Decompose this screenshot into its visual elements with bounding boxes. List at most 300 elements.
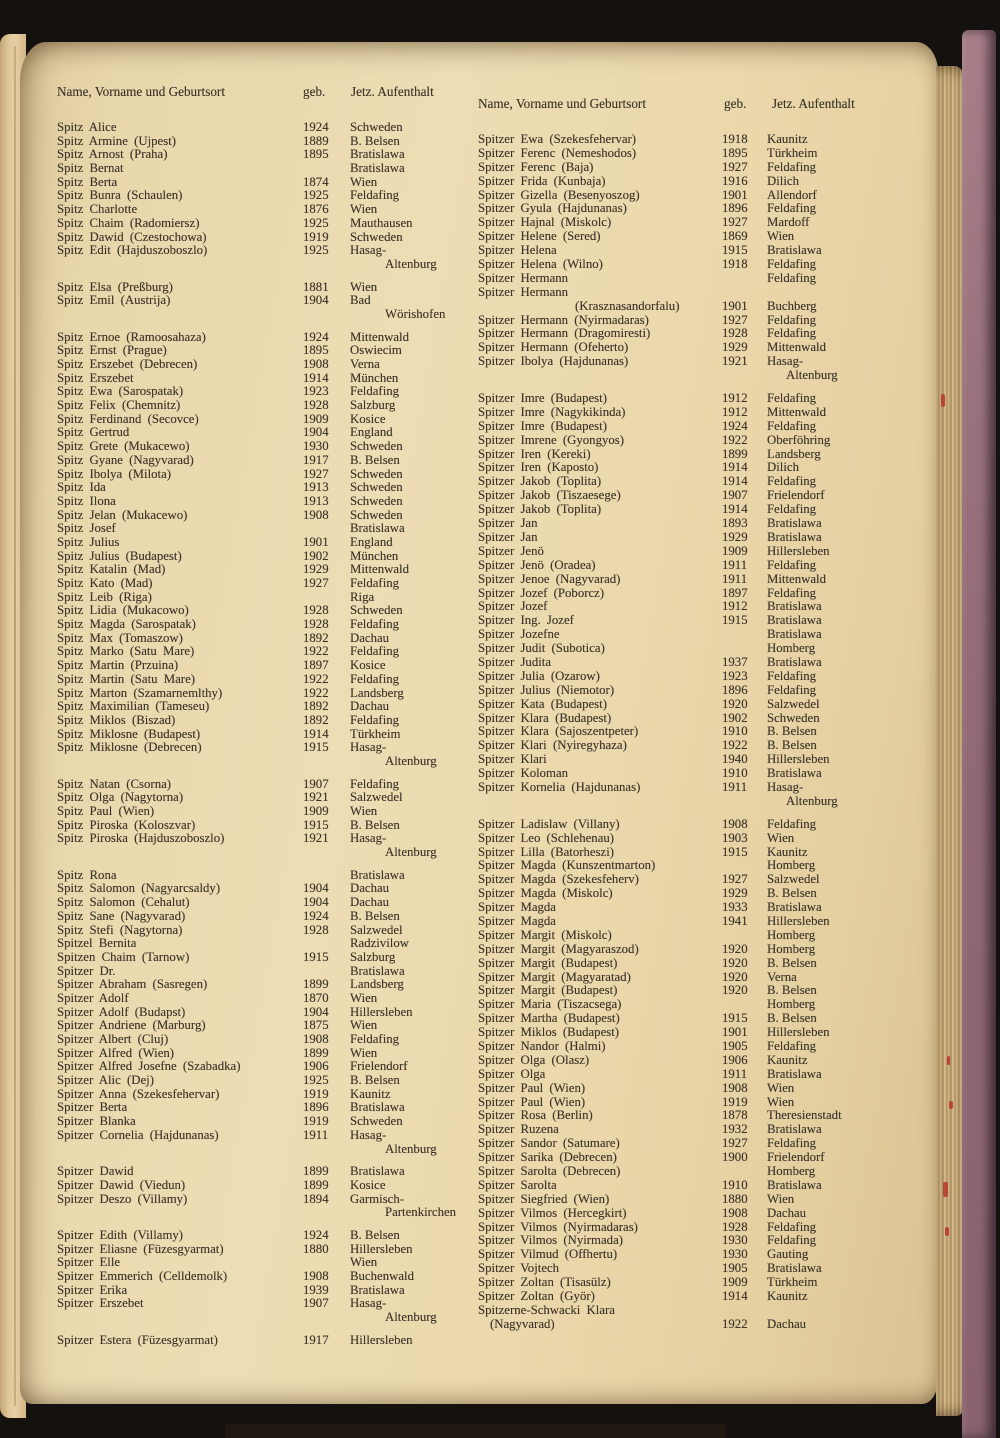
entry-residence: Feldafing bbox=[350, 644, 400, 659]
entry-residence: Bratislawa bbox=[350, 161, 405, 176]
table-row bbox=[57, 923, 467, 937]
table-row bbox=[57, 658, 467, 672]
table-row bbox=[57, 895, 467, 909]
table-row bbox=[57, 467, 467, 481]
entry-residence: Kaunitz bbox=[767, 844, 808, 859]
entry-residence: Kaunitz bbox=[350, 1086, 391, 1101]
entry-name: Spitz Erszebet (Debrecen) bbox=[57, 357, 198, 371]
entry-residence: Kaunitz bbox=[767, 1289, 808, 1304]
table-row bbox=[57, 672, 467, 686]
entry-birth-year: 1904 bbox=[303, 1004, 329, 1019]
entry-name: Spitzer Hajnal (Miskolc) bbox=[478, 215, 612, 230]
entry-birth-year: 1930 bbox=[722, 1233, 748, 1248]
entry-birth-year: 1906 bbox=[722, 1052, 748, 1067]
entry-residence: Feldafing bbox=[350, 776, 400, 791]
entry-residence: Hillersleben bbox=[767, 1025, 830, 1040]
table-row bbox=[57, 603, 467, 617]
entry-name: Spitzer Vojtech bbox=[478, 1261, 560, 1276]
entry-residence: Türkheim bbox=[350, 726, 401, 741]
entry-name: Spitzer Ferenc (Nemeshodos) bbox=[478, 145, 637, 160]
entry-birth-year: 1923 bbox=[722, 668, 748, 683]
table-row bbox=[57, 1242, 467, 1256]
entry-name: Spitzer Jenö bbox=[478, 543, 544, 558]
table-row bbox=[57, 950, 467, 964]
entry-residence: Landsberg bbox=[767, 446, 821, 461]
table-row bbox=[57, 631, 467, 645]
entry-residence: Garmisch- bbox=[350, 1191, 405, 1206]
table-row bbox=[478, 942, 888, 956]
entry-name: Spitzer Margit (Budapest) bbox=[478, 983, 618, 998]
entry-name: Spitz Miklos (Biszad) bbox=[57, 712, 176, 727]
table-row bbox=[478, 474, 888, 488]
entry-name: Spitz Armine (Ujpest) bbox=[57, 133, 177, 148]
entry-residence: Mittenwald bbox=[350, 562, 409, 577]
entry-birth-year: 1880 bbox=[303, 1241, 329, 1256]
table-row bbox=[57, 868, 467, 882]
entry-residence: Homberg bbox=[767, 997, 816, 1012]
entry-residence: Hillersleben bbox=[350, 1332, 413, 1347]
entry-name: Spitz Paul (Wien) bbox=[57, 804, 155, 818]
entry-name: Spitzer Vilmos (Nyirmada) bbox=[478, 1233, 624, 1248]
entry-name: Spitzer Koloman bbox=[478, 766, 569, 781]
table-row bbox=[57, 535, 467, 549]
table-row bbox=[57, 713, 467, 727]
entry-birth-year: 1924 bbox=[303, 120, 329, 134]
table-row bbox=[478, 928, 888, 942]
table-row bbox=[57, 1228, 467, 1242]
table-row bbox=[478, 1136, 888, 1150]
entry-birth-year: 1895 bbox=[722, 145, 748, 160]
table-row bbox=[478, 817, 888, 831]
entry-residence: Feldafing bbox=[767, 816, 817, 831]
entry-name: Spitzer Alfred Josefne (Szabadka) bbox=[57, 1059, 241, 1074]
table-row bbox=[57, 134, 467, 148]
entry-name: Spitz Ernoe (Ramoosahaza) bbox=[57, 329, 206, 344]
entry-name: Spitz Gertrud bbox=[57, 425, 130, 440]
entry-name: Spitzer Rosa (Berlin) bbox=[478, 1108, 593, 1123]
entry-residence: Bratislawa bbox=[767, 1261, 822, 1276]
entry-name: Spitzer Alic (Dej) bbox=[57, 1073, 154, 1088]
entry-residence: B. Belsen bbox=[767, 738, 817, 753]
red-mark bbox=[943, 1182, 948, 1197]
table-row bbox=[57, 1164, 467, 1178]
entry-birth-year: 1923 bbox=[303, 384, 329, 399]
entry-birth-year: 1913 bbox=[303, 493, 329, 508]
entry-name: Spitzen Chaim (Tarnow) bbox=[57, 949, 190, 964]
entry-residence: England bbox=[350, 425, 393, 440]
table-row bbox=[478, 460, 888, 474]
table-row bbox=[478, 1192, 888, 1206]
entry-name: Spitzer Sarika (Debrecen) bbox=[478, 1150, 617, 1165]
table-row bbox=[57, 1255, 467, 1269]
entry-birth-year: 1908 bbox=[303, 357, 329, 371]
table-row bbox=[57, 398, 467, 412]
table-row bbox=[57, 1128, 467, 1142]
entry-name: Spitz Josef bbox=[57, 521, 116, 536]
entry-birth-year: 1869 bbox=[722, 229, 748, 244]
entry-name: Spitzer Sarolta bbox=[478, 1177, 557, 1192]
entry-name: Spitzer Abraham (Sasregen) bbox=[57, 977, 208, 992]
entry-residence: Salzburg bbox=[350, 398, 396, 413]
table-row bbox=[57, 1046, 467, 1060]
entry-residence: Verna bbox=[350, 357, 380, 371]
entry-birth-year: 1880 bbox=[722, 1191, 748, 1206]
table-row bbox=[57, 280, 467, 294]
entry-residence: Bratislawa bbox=[767, 599, 822, 614]
entry-name: Spitzer Gizella (Besenyoszog) bbox=[478, 187, 640, 202]
table-row bbox=[478, 1317, 888, 1331]
entry-name: Spitz Ernst (Prague) bbox=[57, 343, 167, 358]
entry-residence: B. Belsen bbox=[350, 1227, 400, 1242]
entry-birth-year: 1897 bbox=[303, 658, 329, 673]
table-row bbox=[478, 1150, 888, 1164]
entry-residence: Feldafing bbox=[767, 270, 817, 285]
entry-birth-year: 1927 bbox=[303, 576, 329, 590]
entry-residence: Feldafing bbox=[350, 671, 400, 686]
entry-name: Spitz Ewa (Sarospatak) bbox=[57, 384, 184, 399]
entry-birth-year: 1914 bbox=[722, 460, 748, 475]
table-row bbox=[478, 655, 888, 669]
entry-birth-year: 1911 bbox=[722, 779, 748, 794]
entry-residence: Frielendorf bbox=[767, 488, 825, 503]
table-row bbox=[478, 1108, 888, 1122]
entry-birth-year: 1908 bbox=[722, 816, 748, 831]
entry-residence: Allendorf bbox=[767, 187, 817, 202]
table-row bbox=[57, 257, 467, 271]
entry-name: Spitzer Ladislaw (Villany) bbox=[478, 816, 620, 831]
entry-residence: Salzwedel bbox=[767, 696, 820, 711]
entry-residence: Hasag- bbox=[767, 779, 804, 794]
entry-name: Spitz Miklosne (Budapest) bbox=[57, 726, 201, 741]
table-row bbox=[478, 488, 888, 502]
entry-birth-year: 1904 bbox=[303, 881, 329, 896]
table-row bbox=[57, 562, 467, 576]
entry-residence: Gauting bbox=[767, 1247, 809, 1262]
entry-birth-year: 1929 bbox=[722, 886, 748, 901]
table-row bbox=[57, 508, 467, 522]
table-row bbox=[57, 480, 467, 494]
entry-residence: Bratislawa bbox=[767, 627, 822, 642]
entry-birth-year: 1907 bbox=[303, 776, 329, 791]
entry-birth-year: 1927 bbox=[722, 1136, 748, 1151]
entry-name: Spitz Ilona bbox=[57, 493, 116, 508]
entry-birth-year: 1922 bbox=[722, 738, 748, 753]
entry-residence: Bratislawa bbox=[350, 147, 405, 162]
entry-residence: Dachau bbox=[350, 630, 390, 645]
entry-residence: Schweden bbox=[350, 229, 403, 244]
entry-name: Spitzer Jozef (Poborcz) bbox=[478, 585, 605, 600]
table-row bbox=[478, 1206, 888, 1220]
entry-residence: B. Belsen bbox=[767, 724, 817, 739]
entry-birth-year: 1924 bbox=[303, 908, 329, 923]
entry-residence: B. Belsen bbox=[767, 983, 817, 998]
entry-birth-year: 1908 bbox=[303, 507, 329, 522]
table-row bbox=[478, 794, 888, 808]
entry-birth-year: 1904 bbox=[303, 293, 329, 308]
entry-residence: B. Belsen bbox=[767, 886, 817, 901]
entry-residence: Altenburg bbox=[786, 368, 838, 383]
entry-name: Spitz Emil (Austrija) bbox=[57, 293, 171, 308]
entry-residence: B. Belsen bbox=[350, 908, 400, 923]
entry-name: Spitz Magda (Sarospatak) bbox=[57, 617, 196, 632]
entry-birth-year: 1916 bbox=[722, 173, 748, 188]
entry-birth-year: 1933 bbox=[722, 900, 748, 915]
entry-name: Spitzer Magda (Kunszentmarton) bbox=[478, 858, 656, 873]
entry-residence: Feldafing bbox=[767, 557, 817, 572]
entry-residence: Bratislawa bbox=[350, 867, 405, 882]
entry-residence: Bratislawa bbox=[350, 521, 405, 536]
entry-name: Spitzer Sandor (Satumare) bbox=[478, 1136, 620, 1151]
entry-birth-year: 1897 bbox=[722, 585, 748, 600]
table-row bbox=[57, 161, 467, 175]
entry-name: Spitz Chaim (Radomiersz) bbox=[57, 215, 200, 230]
entry-name: Spitz Martin (Satu Mare) bbox=[57, 671, 196, 686]
entry-residence: Bratislawa bbox=[767, 1066, 822, 1081]
entry-name: Spitzer Vilmos (Nyirmadaras) bbox=[478, 1219, 638, 1234]
entry-residence: B. Belsen bbox=[350, 1073, 400, 1088]
table-row bbox=[478, 724, 888, 738]
entry-name: Spitzer Nandor (Halmi) bbox=[478, 1039, 606, 1053]
entry-name: Spitzer Julia (Ozarow) bbox=[478, 668, 600, 683]
entry-name: Spitzer Cornelia (Hajdunanas) bbox=[57, 1127, 219, 1142]
entry-name: Spitzerne-Schwacki Klara bbox=[478, 1302, 615, 1317]
entry-birth-year: 1924 bbox=[303, 329, 329, 344]
entry-name: Spitz Charlotte bbox=[57, 202, 138, 217]
entry-birth-year: 1919 bbox=[303, 229, 329, 244]
entry-residence: Altenburg bbox=[385, 1141, 437, 1156]
entry-name: Spitzer Paul (Wien) bbox=[478, 1094, 586, 1109]
entry-residence: Oberföhring bbox=[767, 432, 831, 447]
table-row bbox=[57, 549, 467, 563]
table-row bbox=[57, 1296, 467, 1310]
entry-name: Spitz Leib (Riga) bbox=[57, 589, 152, 604]
entry-residence: Wien bbox=[767, 1094, 795, 1109]
table-row bbox=[57, 521, 467, 535]
entry-name: Spitzer Magda bbox=[478, 900, 556, 915]
table-row bbox=[478, 1289, 888, 1303]
table-row bbox=[478, 1275, 888, 1289]
entry-birth-year: 1925 bbox=[303, 243, 329, 258]
column-left bbox=[57, 84, 467, 1346]
entry-residence: Mittenwald bbox=[767, 571, 826, 586]
table-row bbox=[478, 1053, 888, 1067]
table-row bbox=[57, 644, 467, 658]
entry-residence: Kosice bbox=[350, 658, 386, 673]
entry-birth-year: 1917 bbox=[303, 1332, 329, 1347]
entry-birth-year: 1927 bbox=[722, 312, 748, 327]
table-row bbox=[478, 711, 888, 725]
entry-birth-year: 1921 bbox=[722, 354, 748, 369]
entry-name: Spitzer Ferenc (Baja) bbox=[478, 159, 594, 174]
entry-birth-year: 1893 bbox=[722, 516, 748, 531]
table-row bbox=[478, 243, 888, 257]
entry-residence: Feldafing bbox=[350, 712, 400, 727]
table-row bbox=[478, 433, 888, 447]
entry-name: Spitzer Vilmos (Hercegkirt) bbox=[478, 1205, 627, 1220]
entry-residence: Bratislawa bbox=[767, 516, 822, 531]
table-row bbox=[478, 447, 888, 461]
entry-residence: Bratislawa bbox=[767, 1177, 822, 1192]
entry-name: Spitzer Dr. bbox=[57, 963, 116, 978]
entry-name: Spitzer Julius (Niemotor) bbox=[478, 682, 615, 697]
entry-name: Spitz Stefi (Nagytorna) bbox=[57, 922, 183, 937]
entry-birth-year: 1915 bbox=[303, 740, 329, 755]
entry-residence: Theresienstadt bbox=[767, 1108, 842, 1123]
entry-residence: Kosice bbox=[350, 1177, 386, 1192]
entry-birth-year: 1895 bbox=[303, 147, 329, 162]
entry-residence: Feldafing bbox=[767, 326, 817, 341]
entry-name: Spitzer Alfred (Wien) bbox=[57, 1045, 175, 1060]
entry-birth-year: 1924 bbox=[722, 418, 748, 433]
table-row bbox=[478, 132, 888, 146]
entry-name: Spitz Felix (Chemnitz) bbox=[57, 398, 181, 413]
entry-birth-year: 1927 bbox=[722, 872, 748, 887]
entry-name: Spitzer Eliasne (Füzesgyarmat) bbox=[57, 1241, 224, 1256]
red-mark bbox=[949, 1101, 953, 1109]
entry-name: Spitzer Vilmud (Offhertu) bbox=[478, 1247, 618, 1262]
entry-birth-year: 1901 bbox=[303, 534, 329, 549]
entry-name: Spitzer Helena (Wilno) bbox=[478, 257, 603, 272]
entry-residence: Feldafing bbox=[350, 576, 400, 590]
table-row bbox=[478, 405, 888, 419]
table-row bbox=[478, 1261, 888, 1275]
entry-name: Spitz Grete (Mukacewo) bbox=[57, 439, 190, 454]
entry-birth-year: 1903 bbox=[722, 830, 748, 845]
entry-name: Spitzer Jan bbox=[478, 516, 538, 531]
entry-name: Spitz Ferdinand (Secovce) bbox=[57, 411, 199, 426]
entry-birth-year: 1919 bbox=[303, 1086, 329, 1101]
entry-residence: B. Belsen bbox=[350, 452, 400, 467]
entry-name: Spitzer Adolf (Budapst) bbox=[57, 1004, 186, 1019]
table-row bbox=[57, 357, 467, 371]
entry-name: Spitzer Erszebet bbox=[57, 1296, 144, 1311]
entry-residence: Bratislawa bbox=[767, 613, 822, 628]
entry-residence: Feldafing bbox=[767, 257, 817, 272]
table-row bbox=[57, 330, 467, 344]
entry-residence: Bratislawa bbox=[350, 1282, 405, 1297]
column-header bbox=[478, 96, 888, 132]
table-row bbox=[57, 1192, 467, 1206]
entry-birth-year: 1928 bbox=[303, 603, 329, 618]
table-row bbox=[478, 766, 888, 780]
entry-residence: Türkheim bbox=[767, 1275, 818, 1290]
entry-birth-year: 1899 bbox=[722, 446, 748, 461]
entry-name: Spitz Martin (Przuina) bbox=[57, 658, 179, 673]
entry-name: Spitzer Imre (Nagykikinda) bbox=[478, 404, 626, 419]
table-row bbox=[478, 215, 888, 229]
entry-name: (Krasznasandorfalu) bbox=[575, 298, 680, 313]
entry-birth-year: 1928 bbox=[722, 326, 748, 341]
table-row bbox=[57, 845, 467, 859]
table-row bbox=[57, 1032, 467, 1046]
entry-birth-year: 1930 bbox=[722, 1247, 748, 1262]
table-row bbox=[478, 201, 888, 215]
entry-residence: Schweden bbox=[350, 1114, 403, 1129]
entry-name: Spitzer Elle bbox=[57, 1255, 121, 1270]
entry-name: Spitz Maximilian (Tameseu) bbox=[57, 699, 210, 714]
entry-birth-year: 1928 bbox=[722, 1219, 748, 1234]
entry-residence: Feldafing bbox=[350, 1032, 400, 1046]
header-geb-label: geb. bbox=[303, 84, 326, 99]
entry-residence: Landsberg bbox=[350, 685, 404, 700]
table-row bbox=[57, 790, 467, 804]
entry-birth-year: 1874 bbox=[303, 174, 329, 189]
entry-birth-year: 1878 bbox=[722, 1108, 748, 1123]
table-row bbox=[478, 613, 888, 627]
entry-name: Spitzer Dawid bbox=[57, 1164, 134, 1179]
entry-name: Spitzer Jakob (Toplita) bbox=[478, 502, 602, 517]
table-row bbox=[57, 699, 467, 713]
header-name-label: Name, Vorname und Geburtsort bbox=[57, 84, 225, 99]
table-row bbox=[478, 1025, 888, 1039]
entry-name: Spitzer Hermann (Nyirmadaras) bbox=[478, 312, 649, 327]
stacked-page-edges bbox=[936, 66, 963, 1416]
entry-name: Spitz Erszebet bbox=[57, 370, 134, 385]
table-row bbox=[478, 1039, 888, 1053]
entry-name: Spitzer Margit (Miskolc) bbox=[478, 927, 612, 942]
entry-name: Spitz Gyane (Nagyvarad) bbox=[57, 452, 194, 467]
entry-name: Spitzer Jozefne bbox=[478, 627, 560, 642]
entry-birth-year: 1881 bbox=[303, 279, 329, 294]
table-row bbox=[478, 1178, 888, 1192]
entry-name: Spitzer Sarolta (Debrecen) bbox=[478, 1164, 621, 1179]
table-row bbox=[57, 230, 467, 244]
entry-birth-year: 1925 bbox=[303, 1073, 329, 1088]
entry-residence: Bratislawa bbox=[767, 243, 822, 258]
table-row bbox=[57, 1178, 467, 1192]
entry-residence: Hasag- bbox=[350, 1127, 387, 1142]
table-row bbox=[478, 502, 888, 516]
table-row bbox=[57, 494, 467, 508]
entry-birth-year: 1928 bbox=[303, 398, 329, 413]
entry-birth-year: 1908 bbox=[303, 1032, 329, 1046]
table-row bbox=[478, 752, 888, 766]
table-row bbox=[57, 243, 467, 257]
table-row bbox=[57, 1100, 467, 1114]
entry-name: Spitzel Bernita bbox=[57, 936, 137, 951]
table-row bbox=[478, 419, 888, 433]
entry-birth-year: 1905 bbox=[722, 1039, 748, 1053]
entry-residence: Hasag- bbox=[350, 740, 387, 755]
entry-residence: Dilich bbox=[767, 173, 799, 188]
entry-name: Spitzer Adolf bbox=[57, 990, 129, 1005]
gutter-crease bbox=[14, 46, 16, 1406]
table-row bbox=[478, 1233, 888, 1247]
table-row bbox=[57, 686, 467, 700]
entry-residence: Bratislawa bbox=[767, 654, 822, 669]
entry-birth-year: 1918 bbox=[722, 132, 748, 146]
table-row bbox=[478, 586, 888, 600]
entry-birth-year: 1929 bbox=[303, 562, 329, 577]
entry-birth-year: 1889 bbox=[303, 133, 329, 148]
entry-name: Spitzer Klara (Budapest) bbox=[478, 710, 612, 725]
entry-name: Spitzer Jakob (Toplita) bbox=[478, 474, 602, 489]
entry-residence: Schweden bbox=[350, 466, 403, 481]
table-row bbox=[57, 727, 467, 741]
entry-birth-year: 1894 bbox=[303, 1191, 329, 1206]
table-row bbox=[57, 1005, 467, 1019]
entry-birth-year: 1915 bbox=[722, 1011, 748, 1026]
table-row bbox=[478, 229, 888, 243]
entry-name: Spitzer Dawid (Viedun) bbox=[57, 1177, 186, 1192]
entry-birth-year: 1909 bbox=[303, 411, 329, 426]
entry-birth-year: 1924 bbox=[303, 1227, 329, 1242]
table-row bbox=[478, 368, 888, 382]
entry-name: Spitz Alice bbox=[57, 120, 117, 134]
entry-residence: Mittenwald bbox=[767, 340, 826, 355]
entry-birth-year: 1927 bbox=[303, 466, 329, 481]
entry-name: Spitzer Albert (Cluj) bbox=[57, 1032, 169, 1046]
